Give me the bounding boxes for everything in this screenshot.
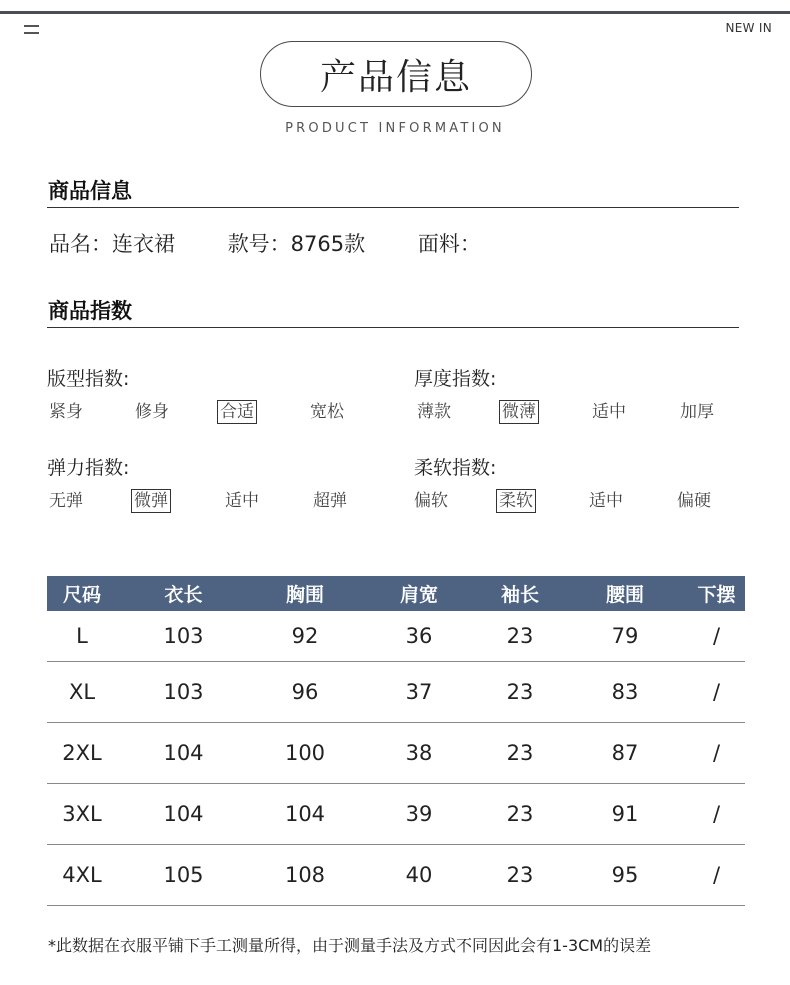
table-cell: 2XL — [62, 741, 102, 765]
table-row — [47, 662, 745, 723]
table-row — [47, 611, 745, 662]
header-cell: 下摆 — [697, 584, 736, 606]
table-cell: 104 — [284, 802, 326, 826]
product-style-no: 款号：8765款 — [227, 232, 366, 256]
size-table-header — [47, 576, 745, 611]
table-cell: 36 — [405, 624, 433, 648]
header-cell: 腰围 — [605, 584, 644, 606]
softness-index-label: 柔软指数: — [414, 457, 497, 479]
softness-option: 偏硬 — [677, 491, 711, 511]
elasticity-option: 超弹 — [313, 491, 347, 511]
fit-option: 紧身 — [49, 402, 83, 422]
table-cell: 104 — [163, 802, 204, 826]
thickness-option: 加厚 — [680, 402, 714, 422]
product-info-heading: 商品信息 — [48, 179, 132, 203]
table-cell: 23 — [506, 741, 534, 765]
product-info-row — [49, 228, 527, 258]
table-cell: 3XL — [62, 802, 102, 826]
top-divider-bar — [0, 11, 790, 14]
table-cell: 96 — [291, 680, 319, 704]
page-subtitle: PRODUCT INFORMATION — [285, 121, 505, 136]
header-cell: 肩宽 — [399, 584, 438, 606]
table-cell: 103 — [163, 624, 204, 648]
header-cell: 袖长 — [500, 584, 539, 606]
table-cell: / — [712, 863, 721, 887]
table-cell: 95 — [611, 863, 639, 887]
table-cell: 83 — [611, 680, 639, 704]
table-cell: 37 — [405, 680, 433, 704]
table-cell: 92 — [291, 624, 319, 648]
product-index-heading: 商品指数 — [48, 299, 132, 323]
product-fabric: 面料： — [417, 232, 481, 256]
table-cell: / — [712, 741, 721, 765]
table-cell: 104 — [163, 741, 204, 765]
table-cell: 79 — [611, 624, 639, 648]
menu-icon[interactable] — [24, 25, 39, 35]
table-cell: 100 — [284, 741, 326, 765]
table-cell: L — [76, 624, 88, 648]
thickness-index-label: 厚度指数: — [414, 368, 497, 390]
table-row — [47, 723, 745, 784]
elasticity-option: 适中 — [225, 491, 259, 511]
table-row — [47, 784, 745, 845]
table-row — [47, 845, 745, 906]
table-cell: 38 — [405, 741, 433, 765]
fit-index-label: 版型指数: — [47, 368, 130, 390]
thickness-option: 适中 — [592, 402, 626, 422]
fit-option: 修身 — [135, 402, 169, 422]
table-cell: XL — [68, 680, 96, 704]
table-cell: 108 — [284, 863, 326, 887]
header-cell: 衣长 — [164, 584, 203, 606]
softness-option-selected: 柔软 — [496, 489, 536, 513]
thickness-option: 薄款 — [417, 402, 451, 422]
fit-option: 宽松 — [310, 402, 344, 422]
header-cell: 胸围 — [285, 584, 324, 606]
thickness-option-selected: 微薄 — [499, 400, 539, 424]
table-cell: 91 — [611, 802, 639, 826]
table-cell: 39 — [405, 802, 433, 826]
table-cell: 105 — [163, 863, 204, 887]
product-name: 品名：连衣裙 — [49, 232, 175, 256]
elasticity-index-label: 弹力指数: — [47, 457, 130, 479]
table-cell: 40 — [405, 863, 433, 887]
size-table — [47, 576, 745, 906]
softness-option: 适中 — [589, 491, 623, 511]
product-index-divider — [47, 327, 739, 328]
page-title: 产品信息 — [260, 41, 532, 107]
table-cell: 103 — [163, 680, 204, 704]
elasticity-option-selected: 微弹 — [131, 489, 171, 513]
softness-option: 偏软 — [414, 491, 448, 511]
table-cell: / — [712, 802, 721, 826]
table-cell: / — [712, 624, 721, 648]
table-cell: 23 — [506, 802, 534, 826]
table-cell: 23 — [506, 624, 534, 648]
table-cell: 4XL — [62, 863, 102, 887]
elasticity-option: 无弹 — [49, 491, 83, 511]
table-cell: 23 — [506, 863, 534, 887]
measurement-footnote: *此数据在衣服平铺下手工测量所得，由于测量手法及方式不同因此会有1-3CM的误差 — [48, 936, 652, 955]
table-cell: 23 — [506, 680, 534, 704]
table-cell: / — [712, 680, 721, 704]
product-info-divider — [47, 207, 739, 208]
new-in-label: NEW IN — [725, 21, 772, 35]
header-cell: 尺码 — [62, 584, 101, 606]
fit-option-selected: 合适 — [217, 400, 257, 424]
table-cell: 87 — [611, 741, 639, 765]
